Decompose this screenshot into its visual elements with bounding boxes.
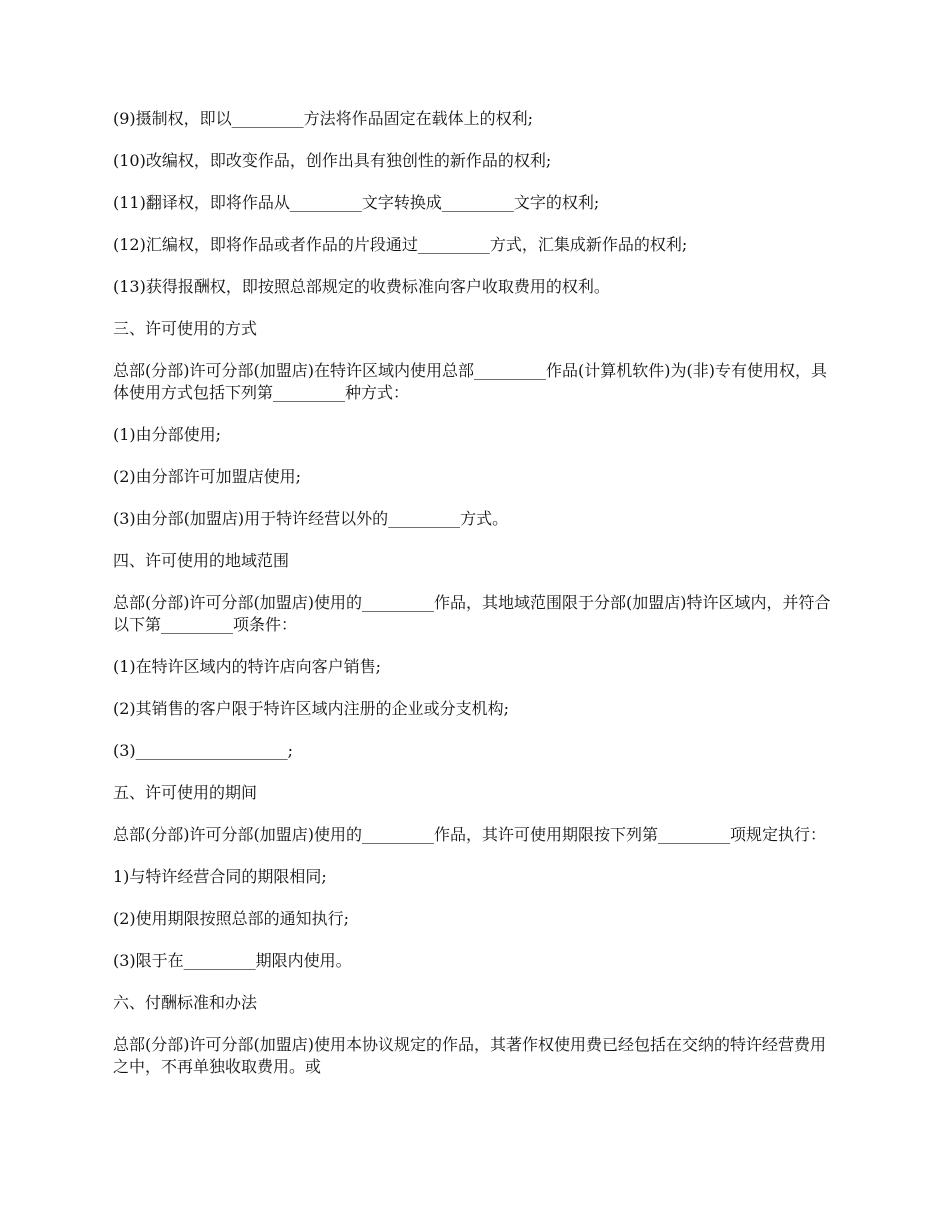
clause-9-filming-right: (9)摄制权，即以_________方法将作品固定在载体上的权利; <box>113 109 534 128</box>
clause-11-translation-right: (11)翻译权，即将作品从_________文字转换成_________文字的权利; <box>113 193 600 212</box>
clause-12-compilation-right: (12)汇编权，即将作品或者作品的片段通过_________方式，汇集成新作品的权利; <box>113 235 688 254</box>
clause-13-remuneration-right: (13)获得报酬权，即按照总部规定的收费标准向客户收取费用的权利。 <box>113 277 610 296</box>
section-heading-5: 五、许可使用的期间 <box>113 783 258 802</box>
section-3-body: 总部(分部)许可分部(加盟店)在特许区域内使用总部_________作品(计算机软件)为(非)专有使用权，具体使用方式包括下列第_________种方式： <box>113 361 827 402</box>
section-5-item-3: (3)限于在_________期限内使用。 <box>113 951 352 970</box>
section-4-body: 总部(分部)许可分部(加盟店)使用的_________作品，其地域范围限于分部(加盟店)特许区域内，并符合以下第_________项条件： <box>113 593 831 634</box>
section-4-item-2: (2)其销售的客户限于特许区域内注册的企业或分支机构; <box>113 699 510 718</box>
section-5-item-1: 1)与特许经营合同的期限相同; <box>113 867 327 886</box>
section-3-item-1: (1)由分部使用; <box>113 425 222 444</box>
section-3-item-3: (3)由分部(加盟店)用于特许经营以外的_________方式。 <box>113 509 509 528</box>
section-4-item-3: (3)___________________; <box>113 741 294 760</box>
document-page <box>113 108 831 1098</box>
section-5-item-2: (2)使用期限按照总部的通知执行; <box>113 909 350 928</box>
section-4-item-1: (1)在特许区域内的特许店向客户销售; <box>113 657 382 676</box>
section-heading-3: 三、许可使用的方式 <box>113 319 258 338</box>
section-heading-4: 四、许可使用的地域范围 <box>113 551 290 570</box>
clause-10-adaptation-right: (10)改编权，即改变作品，创作出具有独创性的新作品的权利; <box>113 151 552 170</box>
section-3-item-2: (2)由分部许可加盟店使用; <box>113 467 302 486</box>
section-heading-6: 六、付酬标准和办法 <box>113 993 258 1012</box>
section-6-body: 总部(分部)许可分部(加盟店)使用本协议规定的作品，其著作权使用费已经包括在交纳的特许经营费用之中，不再单独收取费用。或 <box>113 1035 826 1076</box>
section-5-body: 总部(分部)许可分部(加盟店)使用的_________作品，其许可使用期限按下列第_________项规定执行： <box>113 825 826 844</box>
